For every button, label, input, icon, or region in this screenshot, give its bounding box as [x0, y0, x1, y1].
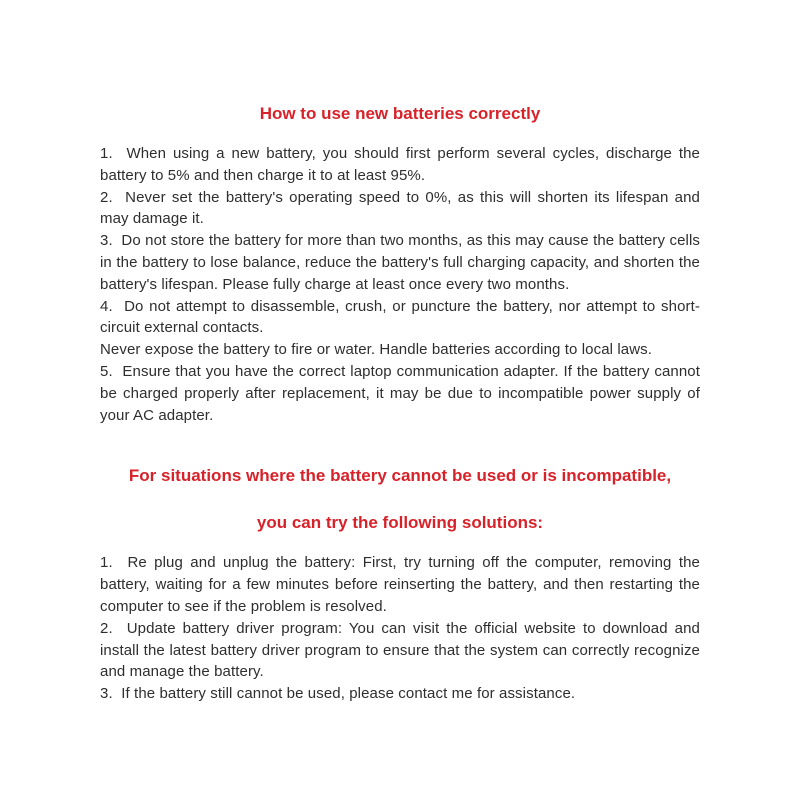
instruction-item-fire-warning: Never expose the battery to fire or water. Handle batteries according to local laws.	[100, 341, 653, 359]
solution-item-2: 2. Update battery driver program: You can visit the official website to download and install the latest battery driver program to ensure that the system can correctly recognize and manage the battery.	[100, 619, 700, 681]
section2-heading-line1: For situations where the battery cannot be used or is incompatible,	[128, 466, 672, 486]
section1-heading: How to use new batteries correctly	[259, 104, 541, 123]
instruction-item-4: 4. Do not attempt to disassemble, crush, or puncture the battery, nor attempt to short-circuit external contacts.	[100, 297, 700, 337]
section2-heading-line2: you can try the following solutions:	[256, 513, 544, 533]
instruction-item-1: 1. When using a new battery, you should first perform several cycles, discharge the battery to 5% and then charge it to at least 95%.	[100, 145, 700, 184]
solution-item-3: 3. If the battery still cannot be used, please contact me for assistance.	[100, 685, 576, 703]
solution-item-1: 1. Re plug and unplug the battery: First, try turning off the computer, removing the battery, waiting for a few minutes before reinserting the battery, and then restarting the computer to see if the problem is resolved.	[100, 554, 700, 615]
instruction-sheet	[100, 0, 700, 705]
section2-body	[100, 552, 700, 705]
section1-body	[100, 143, 700, 426]
instruction-item-5: 5. Ensure that you have the correct laptop communication adapter. If the battery cannot be charged properly after replacement, it may be due to incompatible power supply of your AC adapter.	[100, 362, 700, 424]
instruction-item-3: 3. Do not store the battery for more than two months, as this may cause the battery cells in the battery to lose balance, reduce the battery's full charging capacity, and shorten the battery's lifespan. Please fully charge at least once every two months.	[100, 232, 700, 293]
instruction-item-2: 2. Never set the battery's operating speed to 0%, as this will shorten its lifespan and may damage it.	[100, 188, 700, 228]
